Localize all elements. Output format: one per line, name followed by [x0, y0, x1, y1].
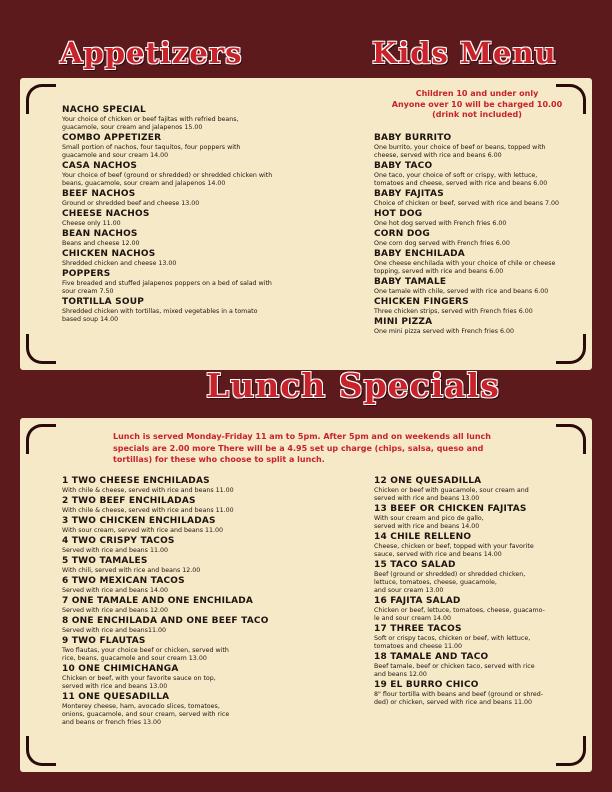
menu-item-name: HOT DOG	[374, 209, 423, 219]
menu-item-name: 3 TWO CHICKEN ENCHILADAS	[62, 516, 216, 526]
menu-item-description-line: 8" flour tortilla with beans and beef (ground or shred-	[374, 691, 544, 698]
menu-item	[62, 229, 342, 248]
menu-item-description	[62, 308, 342, 324]
menu-item	[374, 277, 584, 296]
menu-item-description-line: One burrito, your choice of beef or beans, topped with	[374, 144, 546, 151]
menu-item-description	[62, 487, 352, 495]
menu-item-description	[374, 240, 584, 248]
menu-item-description-line: Beans and cheese 12.00	[62, 240, 140, 247]
menu-item-name: CORN DOG	[374, 229, 430, 239]
menu-item-description-line: Shredded chicken and cheese 13.00	[62, 260, 177, 267]
menu-item-description	[62, 144, 342, 160]
menu-item-description-line: served with rice and beans 14.00	[374, 523, 480, 530]
kids-menu-heading: Kids Menu	[372, 36, 557, 70]
menu-item	[62, 664, 352, 691]
menu-item-description-line: Cheese only 11.00	[62, 220, 121, 227]
menu-item-description-line: rice, beans, guacamole and sour cream 13.00	[62, 655, 207, 662]
lunch-specials-list-left	[62, 476, 352, 728]
menu-item-description-line: One tamale with chile, served with rice and beans 6.00	[374, 288, 549, 295]
menu-item-description-line: One cheese enchilada with your choice of chile or cheese	[374, 260, 556, 267]
menu-item	[62, 161, 342, 188]
menu-item-description-line: Soft or crispy tacos, chicken or beef, with lettuce,	[374, 635, 531, 642]
menu-item	[374, 229, 584, 248]
menu-item-name: BABY TACO	[374, 161, 433, 171]
menu-item-name: 17 THREE TACOS	[374, 624, 462, 634]
menu-item-name: CHICKEN FINGERS	[374, 297, 469, 307]
menu-item-description	[62, 627, 352, 635]
menu-item-description-line: Three chicken strips, served with French fries 6.00	[374, 308, 533, 315]
menu-item-description-line: le and sour cream 14.00	[374, 615, 451, 622]
menu-item-description-line: One taco, your choice of soft or crispy, with lettuce,	[374, 172, 538, 179]
menu-item-description	[62, 647, 352, 663]
menu-item-description	[62, 220, 342, 228]
menu-item-description-line: served with rice and beans 13.00	[62, 683, 168, 690]
menu-item-description	[374, 607, 586, 623]
menu-item-description	[374, 172, 584, 188]
menu-item-description	[62, 547, 352, 555]
menu-item-name: 9 TWO FLAUTAS	[62, 636, 146, 646]
menu-item-name: BEEF NACHOS	[62, 189, 136, 199]
menu-item	[62, 536, 352, 555]
menu-item-name: 12 ONE QUESADILLA	[374, 476, 482, 486]
menu-item-description-line: tomatoes and cheese 11.00	[374, 643, 463, 650]
menu-item	[62, 209, 342, 228]
lunch-specials-heading: Lunch Specials	[206, 366, 500, 405]
menu-item	[62, 576, 352, 595]
menu-item	[374, 504, 586, 531]
menu-item	[374, 652, 586, 679]
menu-item	[374, 209, 584, 228]
menu-item	[374, 317, 584, 336]
menu-item	[374, 476, 586, 503]
menu-item-name: 2 TWO BEEF ENCHILADAS	[62, 496, 196, 506]
menu-item-description-line: Served with rice and beans11.00	[62, 627, 166, 634]
corner-ornament	[26, 84, 56, 114]
menu-item-description	[62, 172, 342, 188]
menu-item-description	[374, 260, 584, 276]
menu-item-name: COMBO APPETIZER	[62, 133, 162, 143]
menu-item-description-line: cheese, served with rice and beans 6.00	[374, 152, 502, 159]
menu-item-description-line: One hot dog served with French fries 6.00	[374, 220, 507, 227]
menu-item	[374, 133, 584, 160]
menu-item-description	[374, 635, 586, 651]
lunch-specials-note: Lunch is served Monday-Friday 11 am to 5pm. After 5pm and on weekends all lunch specials are 2.00 more There will be a 4.95 set up charge (chips, salsa, queso and tortillas) for these who choose to split a lunch.	[113, 432, 491, 464]
menu-item-description-line: With sour cream, served with rice and beans 11.00	[62, 527, 224, 534]
menu-item-description-line: With sour cream and pico de gallo,	[374, 515, 484, 522]
menu-item-description-line: Your choice of chicken or beef fajitas with refried beans,	[62, 116, 239, 123]
menu-item-description-line: Served with rice and beans 11.00	[62, 547, 168, 554]
kids-note-line: Children 10 and under only	[415, 89, 539, 98]
menu-item	[374, 161, 584, 188]
menu-item-description	[62, 280, 342, 296]
menu-item-description-line: Monterey cheese, ham, avocado slices, tomatoes,	[62, 703, 220, 710]
menu-item	[374, 532, 586, 559]
menu-item-description	[62, 527, 352, 535]
menu-item-description-line: and beans 12.00	[374, 671, 427, 678]
menu-item-description	[62, 675, 352, 691]
menu-item	[374, 297, 584, 316]
menu-item	[374, 189, 584, 208]
menu-item-description-line: sour cream 7.50	[62, 288, 114, 295]
menu-item-description	[62, 240, 342, 248]
menu-item	[62, 476, 352, 495]
menu-item-description-line: With chile & cheese, served with rice and beans 11.00	[62, 507, 234, 514]
menu-item	[374, 596, 586, 623]
menu-item-name: 16 FAJITA SALAD	[374, 596, 461, 606]
menu-item-description	[374, 571, 586, 595]
menu-item	[374, 680, 586, 707]
menu-item-description-line: Chicken or beef with guacamole, sour cream and	[374, 487, 529, 494]
menu-item-description-line: Five breaded and stuffed jalapenos poppers on a bed of salad with	[62, 280, 272, 287]
menu-item-description-line: Served with rice and beans 14.00	[62, 587, 168, 594]
menu-item-description-line: onions, guacamole, and sour cream, served with rice	[62, 711, 230, 718]
menu-item-name: TORTILLA SOUP	[62, 297, 145, 307]
menu-item-name: 14 CHILE RELLENO	[374, 532, 472, 542]
kids-note-line: (drink not included)	[432, 110, 522, 119]
menu-item-name: CHICKEN NACHOS	[62, 249, 156, 259]
menu-item-name: 4 TWO CRISPY TACOS	[62, 536, 175, 546]
menu-item-name: 6 TWO MEXICAN TACOS	[62, 576, 185, 586]
menu-item-name: MINI PIZZA	[374, 317, 433, 327]
menu-item-description-line: and beans or french fries 13.00	[62, 719, 162, 726]
corner-ornament	[26, 424, 56, 454]
menu-item-description-line: One mini pizza served with French fries 6.00	[374, 328, 515, 335]
menu-item	[62, 496, 352, 515]
menu-item-description-line: One corn dog served with French fries 6.00	[374, 240, 510, 247]
kids-note-line: Anyone over 10 will be charged 10.00	[391, 99, 563, 109]
menu-item	[62, 636, 352, 663]
menu-item	[62, 692, 352, 727]
menu-item-name: 13 BEEF OR CHICKEN FAJITAS	[374, 504, 527, 514]
menu-item-description	[374, 543, 586, 559]
menu-item	[62, 556, 352, 575]
menu-item-description-line: tomatoes and cheese, served with rice and beans 6.00	[374, 180, 548, 187]
menu-item-description	[374, 200, 584, 208]
menu-item-name: 7 ONE TAMALE AND ONE ENCHILADA	[62, 596, 254, 606]
menu-item-name: BEAN NACHOS	[62, 229, 138, 239]
corner-ornament	[556, 424, 586, 454]
menu-item-description-line: guacamole and sour cream 14.00	[62, 152, 169, 159]
menu-item-description-line: Chicken or beef, with your favorite sauce on top,	[62, 675, 216, 682]
menu-item-description	[62, 607, 352, 615]
menu-item-description-line: Chicken or beef, lettuce, tomatoes, cheese, guacamo-	[374, 607, 545, 614]
menu-item-name: BABY BURRITO	[374, 133, 452, 143]
corner-ornament	[556, 736, 586, 766]
menu-item-description-line: Beef (ground or shredded) or shredded chicken,	[374, 571, 526, 578]
menu-item-description-line: Your choice of beef (ground or shredded) or shredded chicken with	[62, 172, 273, 179]
menu-item	[374, 249, 584, 276]
menu-item	[62, 189, 342, 208]
menu-item-name: 1 TWO CHEESE ENCHILADAS	[62, 476, 210, 486]
menu-item	[62, 297, 342, 324]
menu-item-description	[62, 703, 352, 727]
lunch-specials-list-right	[374, 476, 586, 708]
menu-item-name: BABY FAJITAS	[374, 189, 444, 199]
menu-item-description-line: Ground or shredded beef and cheese 13.00	[62, 200, 200, 207]
menu-item-description-line: lettuce, tomatoes, cheese, guacamole,	[374, 579, 497, 586]
menu-item-description-line: served with rice and beans 13.00	[374, 495, 480, 502]
menu-item	[62, 269, 342, 296]
menu-item-name: POPPERS	[62, 269, 111, 279]
menu-item-description-line: Shredded chicken with tortillas, mixed vegetables in a tomato	[62, 308, 258, 315]
menu-item-description	[374, 691, 586, 707]
kids-menu-note	[372, 89, 582, 121]
menu-item-description	[62, 587, 352, 595]
menu-item-description	[374, 144, 584, 160]
menu-item-description-line: and sour cream 13.00	[374, 587, 444, 594]
menu-item-name: NACHO SPECIAL	[62, 105, 146, 115]
menu-item-description	[374, 308, 584, 316]
menu-item-description	[374, 288, 584, 296]
menu-item-description	[374, 220, 584, 228]
menu-item-description	[374, 487, 586, 503]
menu-item-description-line: Beef tamale, beef or chicken taco, served with rice	[374, 663, 535, 670]
corner-ornament	[26, 736, 56, 766]
corner-ornament	[26, 334, 56, 364]
menu-item-name: CASA NACHOS	[62, 161, 138, 171]
menu-item	[62, 596, 352, 615]
menu-item-description-line: guacamole, sour cream and jalapenos 15.00	[62, 124, 203, 131]
menu-item-description-line: Cheese, chicken or beef, topped with your favorite	[374, 543, 534, 550]
menu-item-description-line: topping, served with rice and beans 6.00	[374, 268, 504, 275]
menu-item-name: 19 EL BURRO CHICO	[374, 680, 479, 690]
menu-item-name: 18 TAMALE AND TACO	[374, 652, 489, 662]
menu-item-description-line: Two flautas, your choice beef or chicken, served with	[62, 647, 229, 654]
menu-item	[374, 560, 586, 595]
menu-item-description-line: Small portion of nachos, four taquitos, four poppers with	[62, 144, 241, 151]
menu-item-name: 5 TWO TAMALES	[62, 556, 148, 566]
menu-item-name: 8 ONE ENCHILADA AND ONE BEEF TACO	[62, 616, 269, 626]
menu-item-description-line: based soup 14.00	[62, 316, 119, 323]
corner-ornament	[556, 334, 586, 364]
menu-item-description	[62, 567, 352, 575]
menu-item-description-line: With chili, served with rice and beans 12.00	[62, 567, 201, 574]
menu-item	[62, 616, 352, 635]
menu-item-description	[62, 507, 352, 515]
menu-item-name: CHEESE NACHOS	[62, 209, 150, 219]
appetizers-list	[62, 105, 342, 325]
menu-item-description	[374, 328, 584, 336]
menu-item	[62, 133, 342, 160]
menu-item-name: BABY TAMALE	[374, 277, 447, 287]
kids-menu-list	[374, 133, 584, 337]
menu-item-description	[62, 260, 342, 268]
menu-item-description	[374, 663, 586, 679]
menu-item	[62, 249, 342, 268]
menu-item-description-line: ded) or chicken, served with rice and beans 11.00	[374, 699, 532, 706]
menu-item-description-line: sauce, served with rice and beans 14.00	[374, 551, 502, 558]
menu-item-name: 11 ONE QUESADILLA	[62, 692, 170, 702]
menu-item-description-line: beans, guacamole, sour cream and jalapenos 14.00	[62, 180, 226, 187]
menu-item	[62, 516, 352, 535]
menu-item	[374, 624, 586, 651]
appetizers-heading: Appetizers	[60, 36, 243, 70]
menu-item-description	[374, 515, 586, 531]
menu-item-description-line: With chile & cheese, served with rice and beans 11.00	[62, 487, 234, 494]
menu-item	[62, 105, 342, 132]
menu-item-name: 10 ONE CHIMICHANGA	[62, 664, 179, 674]
menu-item-description-line: Served with rice and beans 12.00	[62, 607, 168, 614]
menu-item-description	[62, 200, 342, 208]
menu-item-name: BABY ENCHILADA	[374, 249, 465, 259]
menu-item-description-line: Choice of chicken or beef, served with rice and beans 7.00	[374, 200, 560, 207]
menu-item-name: 15 TACO SALAD	[374, 560, 456, 570]
menu-item-description	[62, 116, 342, 132]
